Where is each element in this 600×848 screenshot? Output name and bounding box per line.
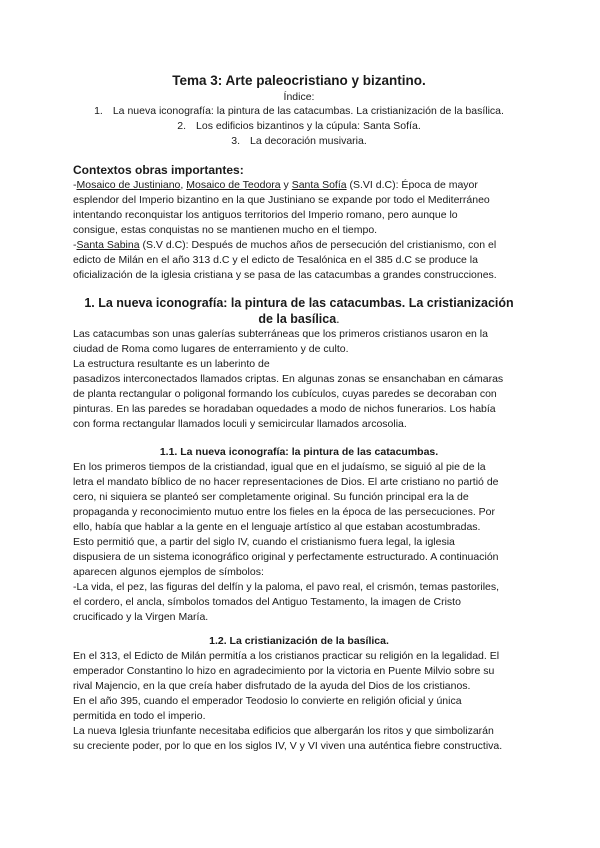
link-santa-sabina[interactable]: Santa Sabina xyxy=(76,239,140,251)
text-line: cero, ni siquiera se planteó ser completamente original. Su función principal era la de xyxy=(73,491,469,503)
text-line: rival Majencio, en la que creía haber disfrutado de la ayuda del Dios de los cristianos. xyxy=(73,680,471,692)
section-1-2-body xyxy=(73,649,525,754)
text-line: con forma rectangular llamados loculi y semicircular llamados arcosolia. xyxy=(73,418,407,430)
text-line: oficialización de la iglesia cristiana y se pasa de las catacumbas a grandes construcciones. xyxy=(73,269,497,281)
text-line: ello, había que hablar a la gente en el lenguaje artístico al que estaban acostumbradas. xyxy=(73,521,481,533)
section-1-1-heading: 1.1. La nueva iconografía: la pintura de las catacumbas. xyxy=(159,446,439,458)
index-label: Índice: xyxy=(283,91,315,103)
document-title: Tema 3: Arte paleocristiano y bizantino. xyxy=(172,73,426,88)
text-run: (S.VI d.C): Época de mayor xyxy=(346,179,478,191)
text-run: (S.V d.C): Después de muchos años de persecución del cristianismo, con el xyxy=(139,239,497,251)
section-1-2-heading: 1.2. La cristianización de la basílica. xyxy=(209,635,389,647)
link-santa-sofia[interactable]: Santa Sofía xyxy=(291,179,347,191)
text-line: su creciente poder, por lo que en los siglos IV, V y VI viven una auténtica fiebre constructiva. xyxy=(73,740,503,752)
text-line: La estructura resultante es un laberinto de xyxy=(73,358,270,370)
text-line: emperador Constantino lo hizo en agradecimiento por la victoria en Puente Milvio sobre su xyxy=(73,665,495,677)
heading-text: de la basílica xyxy=(258,312,337,326)
text-line: dispusiera de un sistema iconográfico original y perfectamente estructurado. A continuación xyxy=(73,551,499,563)
contexts-heading: Contextos obras importantes: xyxy=(73,163,244,177)
heading-dot: . xyxy=(336,312,340,326)
toc-number: 3. xyxy=(231,135,241,147)
toc-item xyxy=(73,134,525,149)
toc-number: 1. xyxy=(94,105,103,117)
text-line: pinturas. En las paredes se horadaban oquedades a modo de nichos funerarios. Los había xyxy=(73,403,496,415)
context-paragraph-2 xyxy=(73,238,525,283)
text-line: el cordero, el ancla, símbolos tomados del Antiguo Testamento, la imagen de Cristo xyxy=(73,596,461,608)
toc-item xyxy=(73,104,525,119)
text-line: propaganda y reconocimiento mutuo entre los fieles en la época de las persecuciones. Por xyxy=(73,506,496,518)
text-line: aparecen algunos ejemplos de símbolos: xyxy=(73,566,264,578)
table-of-contents xyxy=(73,104,525,149)
heading-line xyxy=(73,311,525,327)
text-line: edicto de Milán en el año 313 d.C y el edicto de Tesalónica en el 385 d.C se produce la xyxy=(73,254,478,266)
section-1-heading xyxy=(73,295,525,327)
toc-item xyxy=(73,119,525,134)
separator: , xyxy=(180,179,187,191)
toc-text: Los edificios bizantinos y la cúpula: Santa Sofía. xyxy=(196,120,421,132)
context-paragraph-1 xyxy=(73,178,525,238)
link-mosaico-justiniano[interactable]: Mosaico de Justiniano xyxy=(76,179,181,191)
dash: - xyxy=(73,179,77,191)
text-line xyxy=(73,238,525,253)
toc-text: La decoración musivaria. xyxy=(250,135,367,147)
toc-number: 2. xyxy=(177,120,187,132)
text-line: La nueva Iglesia triunfante necesitaba edificios que albergarán los ritos y que simbolizarán xyxy=(73,725,494,737)
toc-text: La nueva iconografía: la pintura de las catacumbas. La cristianización de la basílica. xyxy=(112,105,504,117)
text-line: consigue, estas conquistas no se mantienen mucho en el tiempo. xyxy=(73,224,378,236)
section-1-body xyxy=(73,327,525,432)
text-line xyxy=(73,178,525,193)
text-line: En el 313, el Edicto de Milán permitía a los cristianos practicar su religión en la legalidad. El xyxy=(73,650,500,662)
text-line: de planta rectangular o poligonal formando los cubículos, cuyas paredes se decoraban con xyxy=(73,388,497,400)
text-line: esplendor del Imperio bizantino en la que Justiniano se expande por todo el Mediterráneo xyxy=(73,194,490,206)
section-1-1-body xyxy=(73,460,525,625)
text-line: ciudad de Roma como lugares de enterramiento y de culto. xyxy=(73,343,349,355)
text-line: -La vida, el pez, las figuras del delfín y la paloma, el pavo real, el crismón, temas pastoriles, xyxy=(73,581,500,593)
text-line: crucificado y la Virgen María. xyxy=(73,611,209,623)
link-mosaico-teodora[interactable]: Mosaico de Teodora xyxy=(186,179,281,191)
text-line: En los primeros tiempos de la cristiandad, igual que en el judaísmo, se siguió al pie de la xyxy=(73,461,486,473)
text-line: pasadizos interconectados llamados criptas. En algunas zonas se ensanchaban en cámaras xyxy=(73,373,504,385)
heading-line: 1. La nueva iconografía: la pintura de las catacumbas. La cristianización xyxy=(84,296,514,310)
dash: - xyxy=(73,239,77,251)
text-line: En el año 395, cuando el emperador Teodosio lo convierte en religión oficial y única xyxy=(73,695,462,707)
text-line: Esto permitió que, a partir del siglo IV, cuando el cristianismo fuera legal, la iglesia xyxy=(73,536,455,548)
separator: y xyxy=(280,179,292,191)
text-line: letra el mandato bíblico de no hacer representaciones de Dios. El arte cristiano no partió de xyxy=(73,476,499,488)
text-line: intentando reconquistar los antiguos territorios del Imperio romano, pero aunque lo xyxy=(73,209,458,221)
text-line: Las catacumbas son unas galerías subterráneas que los primeros cristianos usaron en la xyxy=(73,328,488,340)
text-line: permitida en todo el imperio. xyxy=(73,710,206,722)
